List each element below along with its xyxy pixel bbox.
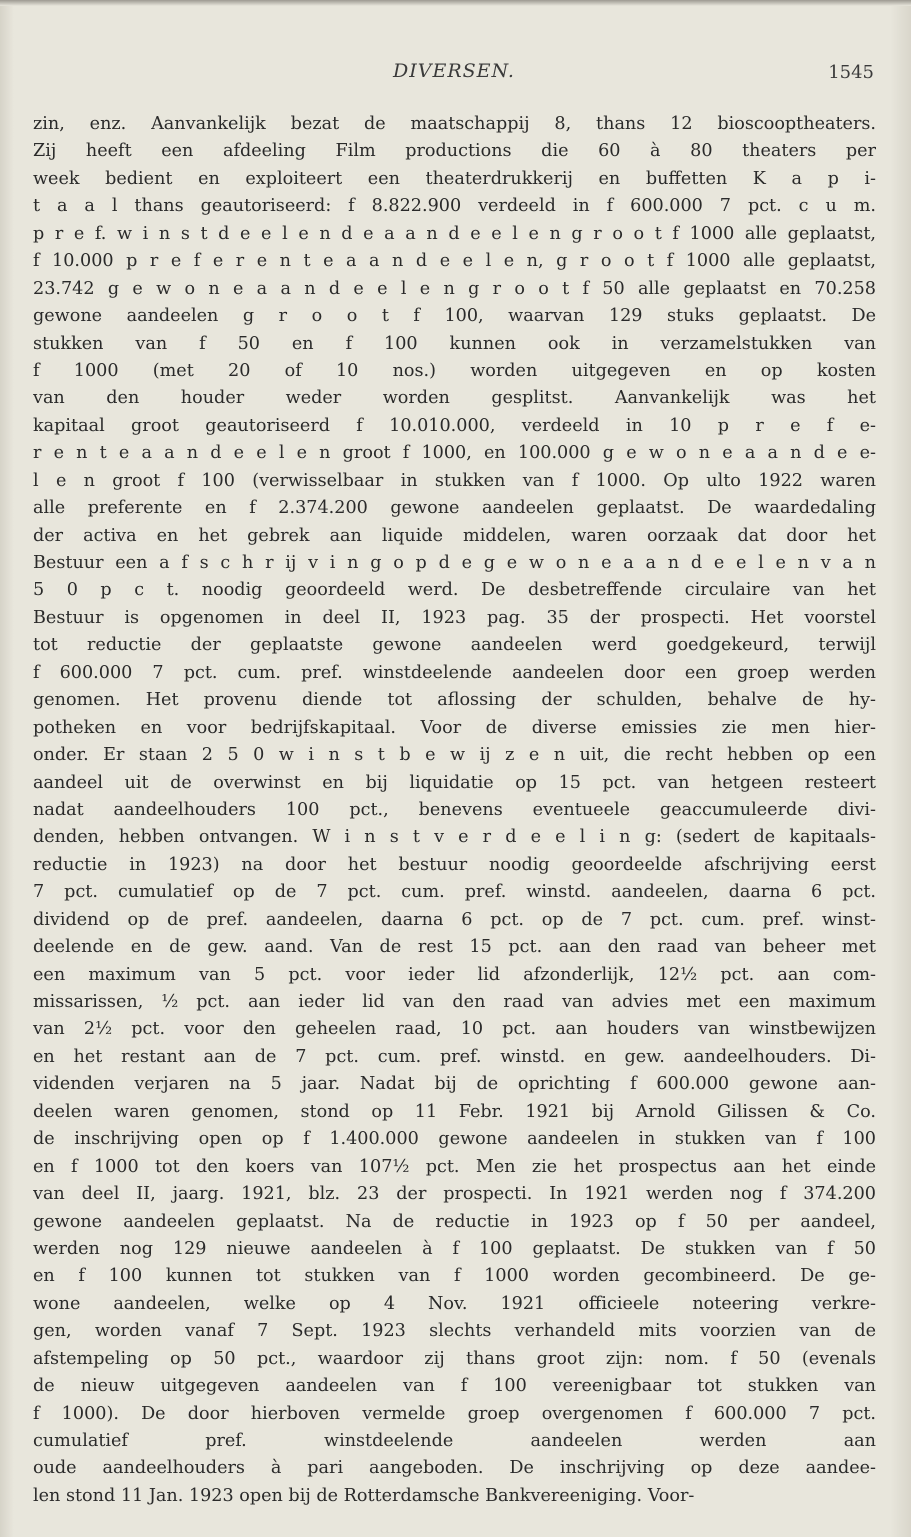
text-line: en f 1000 tot den koers van 107½ pct. Men zie het prospectus aan het einde [33,1156,876,1177]
text-line: afstempeling op 50 pct., waardoor zij thans groot zijn: nom. f 50 (evenals [33,1348,876,1369]
text-line: deelende en de gew. aand. Van de rest 15 pct. aan den raad van beheer met [33,937,876,958]
text-line: onder. Er staan 2 5 0 w i n s t b e w ij z e n uit, die recht hebben op een [33,745,876,766]
text-line: tot reductie der geplaatste gewone aandeelen werd goedgekeurd, terwijl [33,635,876,656]
text-line: de inschrijving open op f 1.400.000 gewone aandeelen in stukken van f 100 [33,1129,876,1150]
text-line: 7 pct. cumulatief op de 7 pct. cum. pref. winstd. aandeelen, daarna 6 pct. [33,882,876,903]
text-line: denden, hebben ontvangen. W i n s t v e r d e e l i n g: (sedert de kapitaals- [33,827,876,848]
text-line: videnden verjaren na 5 jaar. Nadat bij de oprichting f 600.000 gewone aan- [33,1074,876,1095]
text-line: oude aandeelhouders à pari aangeboden. De inschrijving op deze aandee- [33,1458,876,1479]
text-line: Bestuur een a f s c h r ij v i n g o p d e g e w o n e a a n d e e l e n v a n [33,553,876,573]
text-line: de nieuw uitgegeven aandeelen van f 100 vereenigbaar tot stukken van [33,1376,876,1397]
text-line: deelen waren genomen, stond op 11 Febr. 1921 bij Arnold Gilissen & Co. [33,1101,876,1122]
text-line: gewone aandeelen g r o o t f 100, waarvan 129 stuks geplaatst. De [33,306,876,327]
text-line: Zij heeft een afdeeling Film productions die 60 à 80 theaters per [33,141,876,162]
text-line: en het restant aan de 7 pct. cum. pref. winstd. en gew. aandeelhouders. Di- [33,1046,876,1067]
text-line: p r e f. w i n s t d e e l e n d e a a n d e e l e n g r o o t f 1000 alle geplaatst, [33,223,876,244]
body-text [33,111,876,1510]
text-line: zin, enz. Aanvankelijk bezat de maatschappij 8, thans 12 bioscooptheaters. [33,114,876,134]
text-line: 23.742 g e w o n e a a n d e e l e n g r o o t f 50 alle geplaatst en 70.258 [33,278,876,299]
text-line: f 1000 (met 20 of 10 nos.) worden uitgegeven en op kosten [33,360,876,381]
text-line: van deel II, jaarg. 1921, blz. 23 der prospecti. In 1921 werden nog f 374.200 [33,1184,876,1205]
text-line: f 10.000 p r e f e r e n t e a a n d e e l e n, g r o o t f 1000 alle geplaatst, [33,251,876,272]
text-line: f 600.000 7 pct. cum. pref. winstdeelende aandeelen door een groep werden [33,662,876,683]
text-line: een maximum van 5 pct. voor ieder lid afzonderlijk, 12½ pct. aan com- [33,964,876,985]
text-line: dividend op de pref. aandeelen, daarna 6 pct. op de 7 pct. cum. pref. winst- [33,909,876,930]
running-title: DIVERSEN. [393,60,515,82]
text-line: 5 0 p c t. noodig geoordeeld werd. De desbetreffende circulaire van het [33,580,876,601]
text-line: reductie in 1923) na door het bestuur noodig geoordeelde afschrijving eerst [33,854,876,875]
text-line: week bedient en exploiteert een theaterdrukkerij en buffetten K a p i- [33,168,876,189]
text-line: potheken en voor bedrijfskapitaal. Voor de diverse emissies zie men hier- [33,717,876,738]
text-line: werden nog 129 nieuwe aandeelen à f 100 geplaatst. De stukken van f 50 [33,1238,876,1259]
page-number: 1545 [828,62,874,83]
text-line: f 1000). De door hierboven vermelde groep overgenomen f 600.000 7 pct. [33,1403,876,1424]
text-line: Bestuur is opgenomen in deel II, 1923 pag. 35 der prospecti. Het voorstel [33,607,876,628]
text-line: t a a l thans geautoriseerd: f 8.822.900 verdeeld in f 600.000 7 pct. c u m. [33,196,876,217]
text-line: l e n groot f 100 (verwisselbaar in stukken van f 1000. Op ulto 1922 waren [33,470,876,491]
text-line: van den houder weder worden gesplitst. Aanvankelijk was het [33,388,876,409]
text-line: stukken van f 50 en f 100 kunnen ook in verzamelstukken van [33,333,876,354]
text-line: van 2½ pct. voor den geheelen raad, 10 pct. aan houders van winstbewijzen [33,1019,876,1040]
text-line: len stond 11 Jan. 1923 open bij de Rotterdamsche Bankvereeniging. Voor- [33,1485,695,1506]
text-line: en f 100 kunnen tot stukken van f 1000 worden gecombineerd. De ge- [33,1266,876,1287]
text-line: cumulatief pref. winstdeelende aandeelen werden aan [33,1431,876,1451]
text-line: missarissen, ½ pct. aan ieder lid van den raad van advies met een maximum [33,992,876,1012]
page-top-edge [0,0,911,6]
text-line: genomen. Het provenu diende tot aflossing der schulden, behalve de hy- [33,690,876,711]
text-line: kapitaal groot geautoriseerd f 10.010.000, verdeeld in 10 p r e f e- [33,415,876,436]
text-line: aandeel uit de overwinst en bij liquidatie op 15 pct. van hetgeen resteert [33,772,876,793]
running-header [34,60,874,90]
text-line: nadat aandeelhouders 100 pct., benevens eventueele geaccumuleerde divi- [33,799,876,820]
text-line: gen, worden vanaf 7 Sept. 1923 slechts verhandeld mits voorzien van de [33,1321,876,1342]
text-line: gewone aandeelen geplaatst. Na de reductie in 1923 op f 50 per aandeel, [33,1211,876,1232]
text-line: der activa en het gebrek aan liquide middelen, waren oorzaak dat door het [33,525,876,546]
text-line: alle preferente en f 2.374.200 gewone aandeelen geplaatst. De waardedaling [33,498,876,519]
text-line: r e n t e a a n d e e l e n groot f 1000, en 100.000 g e w o n e a a n d e e- [33,443,876,464]
text-line: wone aandeelen, welke op 4 Nov. 1921 officieele noteering verkre- [33,1293,876,1314]
